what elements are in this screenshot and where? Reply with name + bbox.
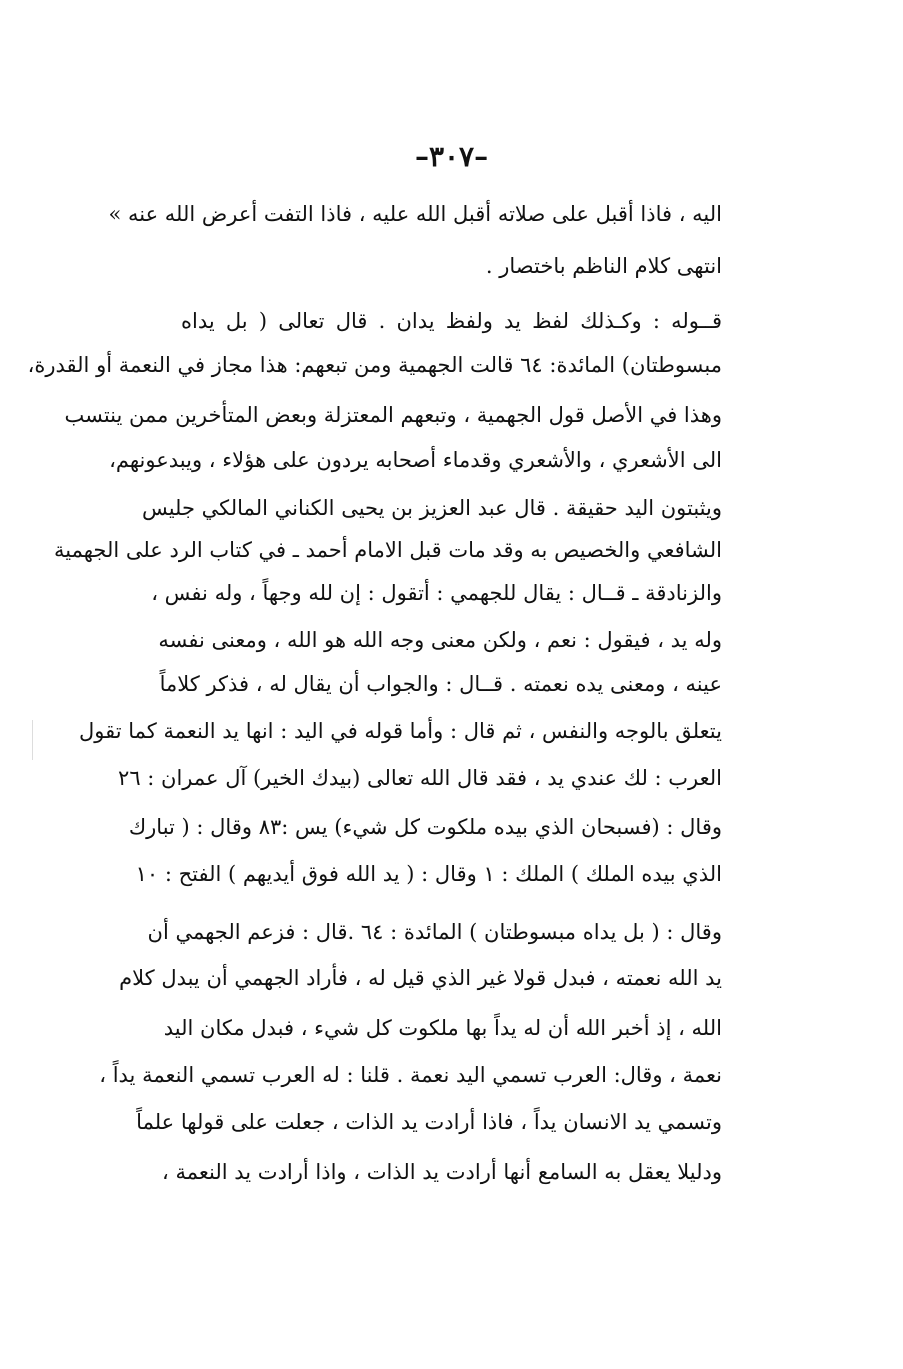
text-line-5: وهذا في الأصل قول الجهمية ، وتبعهم المعتزلة وبعض المتأخرين ممن ينتسب — [64, 403, 722, 427]
text-line-14: وقال : (فسبحان الذي بيده ملكوت كل شيء) يس :٨٣ وقال : ( تبارك — [128, 815, 722, 839]
text-line-1: اليه ، فاذا أقبل على صلاته أقبل الله عليه ، فاذا التفت أعرض الله عنه » — [108, 202, 722, 226]
text-line-13: العرب : لك عندي يد ، فقد قال الله تعالى (بيدك الخير) آل عمران : ٢٦ — [118, 766, 722, 790]
text-line-17: يد الله نعمته ، فبدل قولا غير الذي قيل له ، فأراد الجهمي أن يبدل كلام — [119, 966, 722, 990]
text-line-15: الذي بيده الملك ) الملك : ١ وقال : ( يد الله فوق أيديهم ) الفتح : ١٠ — [135, 862, 722, 886]
text-line-16: وقال : ( بل يداه مبسوطتان ) المائدة : ٦٤ .قال : فزعم الجهمي أن — [147, 920, 722, 944]
page-number: –٣٠٧– — [414, 140, 489, 173]
text-line-7: ويثبتون اليد حقيقة . قال عبد العزيز بن يحيى الكناني المالكي جليس — [141, 496, 722, 520]
text-line-9: والزنادقة ـ قــال : يقال للجهمي : أتقول : إن لله وجهاً ، وله نفس ، — [151, 581, 722, 605]
text-line-11: عينه ، ومعنى يده نعمته . قــال : والجواب أن يقال له ، فذكر كلاماً — [159, 672, 722, 696]
text-line-12: يتعلق بالوجه والنفس ، ثم قال : وأما قوله في اليد : انها يد النعمة كما تقول — [78, 719, 722, 743]
text-line-21: ودليلا يعقل به السامع أنها أرادت يد الذات ، واذا أرادت يد النعمة ، — [162, 1160, 722, 1184]
text-line-6: الى الأشعري ، والأشعري وقدماء أصحابه يردون على هؤلاء ، ويبدعونهم، — [109, 448, 722, 472]
margin-mark — [32, 720, 33, 760]
text-line-18: الله ، إذ أخبر الله أن له يداً بها ملكوت كل شيء ، فبدل مكان اليد — [163, 1016, 722, 1040]
text-line-20: وتسمي يد الانسان يداً ، فاذا أرادت يد الذات ، جعلت على قولها علماً — [136, 1110, 722, 1134]
text-line-4: مبسوطتان) المائدة: ٦٤ قالت الجهمية ومن تبعهم: هذا مجاز في النعمة أو القدرة، — [27, 353, 722, 377]
text-line-10: وله يد ، فيقول : نعم ، ولكن معنى وجه الله هو الله ، ومعنى نفسه — [158, 628, 722, 652]
text-line-8: الشافعي والخصيص به وقد مات قبل الامام أحمد ـ في كتاب الرد على الجهمية — [53, 538, 722, 562]
text-line-3: قــوله : وكـذلك لفظ يد ولفظ يدان . قال تعالى ( بل يداه — [181, 309, 722, 333]
text-line-19: نعمة ، وقال: العرب تسمي اليد نعمة . قلنا : له العرب تسمي النعمة يداً ، — [99, 1063, 722, 1087]
text-line-2: انتهى كلام الناظم باختصار . — [485, 254, 722, 278]
